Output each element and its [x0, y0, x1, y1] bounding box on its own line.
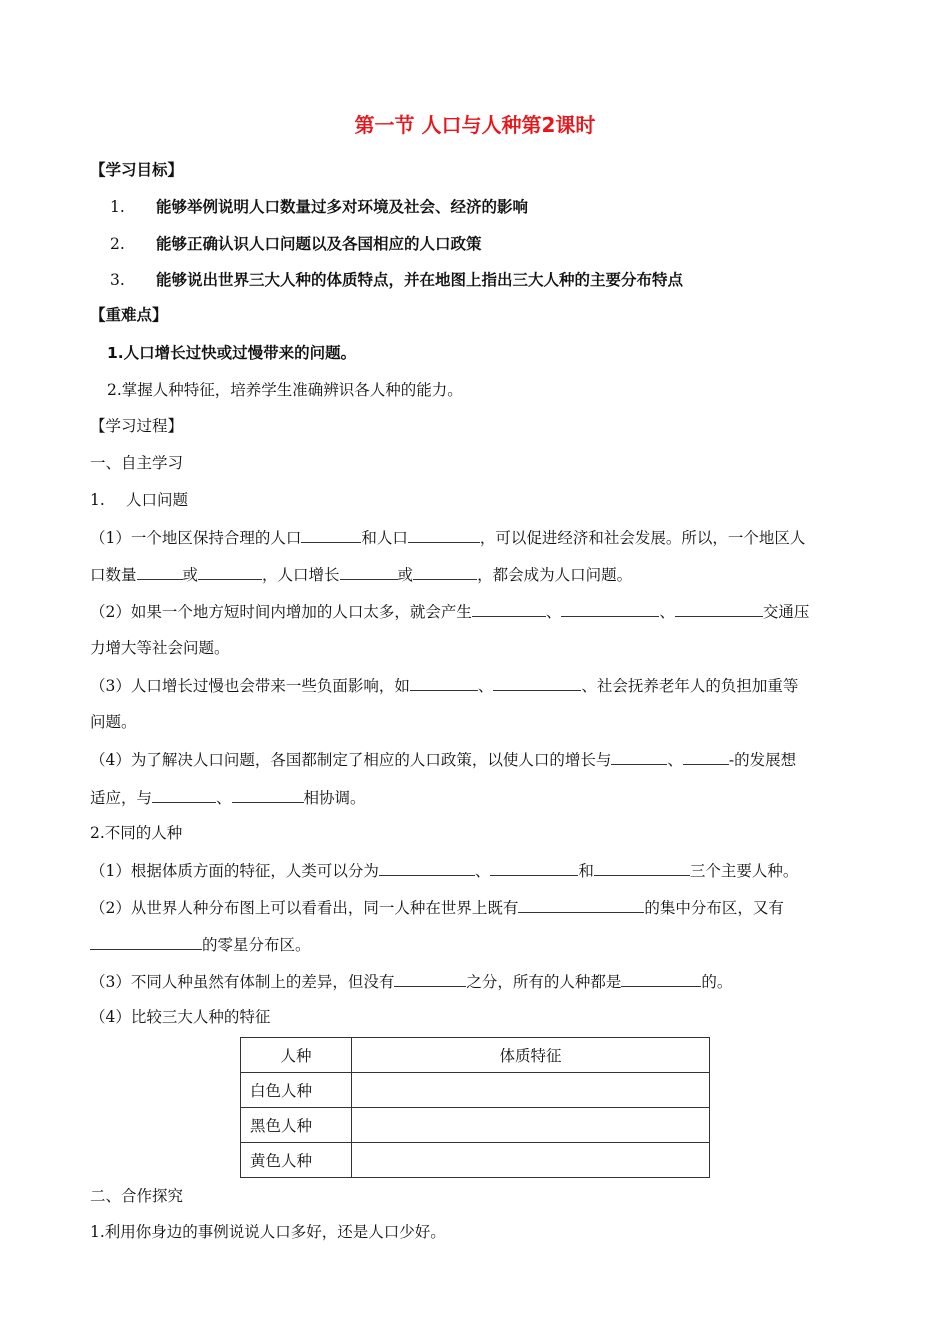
- goal-number: 1.: [110, 198, 125, 216]
- question-text: （3）人口增长过慢也会带来一些负面影响，如: [90, 677, 410, 695]
- question-3-line-1: [90, 675, 798, 696]
- blank: [621, 971, 701, 987]
- question-4-line-1: [90, 749, 796, 770]
- goal-text: 能够正确认识人口问题以及各国相应的人口政策: [156, 235, 482, 253]
- table-header-cell: 体质特征: [352, 1038, 710, 1073]
- section-number: 1.: [90, 491, 105, 509]
- question-text: 的零星分布区。: [202, 936, 311, 954]
- table-answer-cell: [352, 1073, 710, 1108]
- question-text: 、: [474, 862, 491, 880]
- section-title: 人口问题: [126, 491, 189, 509]
- key-point-2: 2.掌握人种特征，培养学生准确辨识各人种的能力。: [107, 381, 463, 399]
- blank: [394, 971, 466, 987]
- table-cell: 白色人种: [241, 1073, 352, 1108]
- question-text: （3）不同人种虽然有体制上的差异，但没有: [90, 973, 395, 991]
- blank: [408, 527, 480, 543]
- goal-item-3: [110, 270, 683, 290]
- blank: [198, 564, 262, 580]
- blank: [611, 749, 667, 765]
- coop-question-1: 1.利用你身边的事例说说人口多好，还是人口少好。: [90, 1223, 446, 1241]
- race-question-1: [90, 860, 798, 881]
- question-text: 、: [216, 789, 232, 807]
- blank: [137, 564, 183, 580]
- race-question-2-line-2: [90, 934, 311, 955]
- question-text: 、社会抚养老年人的负担加重等: [581, 677, 799, 695]
- question-text: ，人口增长: [262, 566, 340, 584]
- race-question-4: （4）比较三大人种的特征: [90, 1008, 271, 1026]
- goal-number: 3.: [110, 271, 125, 289]
- process-heading: 【学习过程】: [90, 417, 184, 435]
- blank: [410, 675, 478, 691]
- question-text: 三个主要人种。: [689, 862, 799, 880]
- blank: [594, 860, 690, 876]
- question-text: ，可以促进经济和社会发展。所以，一个地区人: [479, 529, 806, 547]
- blank: [340, 564, 398, 580]
- question-text: 、: [477, 677, 494, 695]
- blank: [493, 675, 581, 691]
- goal-number: 2.: [110, 235, 125, 253]
- key-point-1: 1.人口增长过快或过慢带来的问题。: [107, 344, 357, 362]
- question-text: -的发展想: [728, 751, 797, 769]
- question-4-line-2: [90, 787, 366, 808]
- goal-text: 能够举例说明人口数量过多对环境及社会、经济的影响: [156, 198, 529, 216]
- question-text: 或: [397, 566, 414, 584]
- table-row: [241, 1073, 710, 1108]
- race-comparison-table: [240, 1037, 710, 1178]
- table-header-cell: 人种: [241, 1038, 352, 1073]
- blank: [413, 564, 477, 580]
- page-title: 第一节 人口与人种第2课时: [354, 113, 596, 137]
- goals-heading: 【学习目标】: [90, 161, 184, 179]
- question-1-line-1: [90, 527, 805, 548]
- table-answer-cell: [352, 1108, 710, 1143]
- table-answer-cell: [352, 1143, 710, 1178]
- section2-heading: 2.不同的人种: [90, 824, 183, 842]
- table-cell: 黄色人种: [241, 1143, 352, 1178]
- blank: [675, 601, 763, 617]
- question-text: 口数量: [90, 566, 137, 584]
- question-text: 相协调。: [303, 789, 366, 807]
- question-text: 和人口: [361, 529, 408, 547]
- blank: [232, 787, 304, 803]
- table-row: [241, 1108, 710, 1143]
- blank: [518, 897, 644, 913]
- table-row: [241, 1143, 710, 1178]
- blank: [90, 934, 202, 950]
- blank: [301, 527, 361, 543]
- question-2-line-1: [90, 601, 809, 622]
- blank: [472, 601, 546, 617]
- race-question-3: [90, 971, 732, 992]
- question-text: （4）为了解决人口问题，各国都制定了相应的人口政策，以使人口的增长与: [90, 751, 612, 769]
- goal-item-1: [110, 197, 528, 217]
- question-text: 之分，所有的人种都是: [466, 973, 622, 991]
- blank: [561, 601, 659, 617]
- key-points-heading: 【重难点】: [90, 306, 168, 324]
- question-text: 和: [578, 862, 594, 880]
- part2-heading: 二、合作探究: [90, 1187, 184, 1205]
- blank: [152, 787, 216, 803]
- question-text: 交通压: [762, 603, 810, 621]
- question-text: 、: [659, 603, 675, 621]
- table-header-row: [241, 1038, 710, 1073]
- question-text: 、: [545, 603, 562, 621]
- question-1-line-2: [90, 564, 632, 585]
- section1-heading: [90, 490, 188, 510]
- question-text: 适应，与: [90, 789, 153, 807]
- part1-heading: 一、自主学习: [90, 454, 184, 472]
- blank: [379, 860, 475, 876]
- question-text: 的集中分布区，又有: [644, 899, 784, 917]
- blank: [683, 749, 729, 765]
- question-text: 或: [182, 566, 199, 584]
- question-3-line-2: 问题。: [90, 713, 137, 731]
- question-text: 的。: [701, 973, 733, 991]
- blank: [490, 860, 578, 876]
- question-text: （2）从世界人种分布图上可以看看出，同一人种在世界上既有: [90, 899, 519, 917]
- question-text: 、: [667, 751, 683, 769]
- goal-item-2: [110, 234, 482, 254]
- goal-text: 能够说出世界三大人种的体质特点，并在地图上指出三大人种的主要分布特点: [156, 271, 684, 289]
- question-text: ，都会成为人口问题。: [477, 566, 633, 584]
- question-text: （1）一个地区保持合理的人口: [90, 529, 302, 547]
- question-2-line-2: 力增大等社会问题。: [90, 639, 230, 657]
- table-cell: 黑色人种: [241, 1108, 352, 1143]
- question-text: （2）如果一个地方短时间内增加的人口太多，就会产生: [90, 603, 472, 621]
- question-text: （1）根据体质方面的特征，人类可以分为: [90, 862, 379, 880]
- race-question-2-line-1: [90, 897, 784, 918]
